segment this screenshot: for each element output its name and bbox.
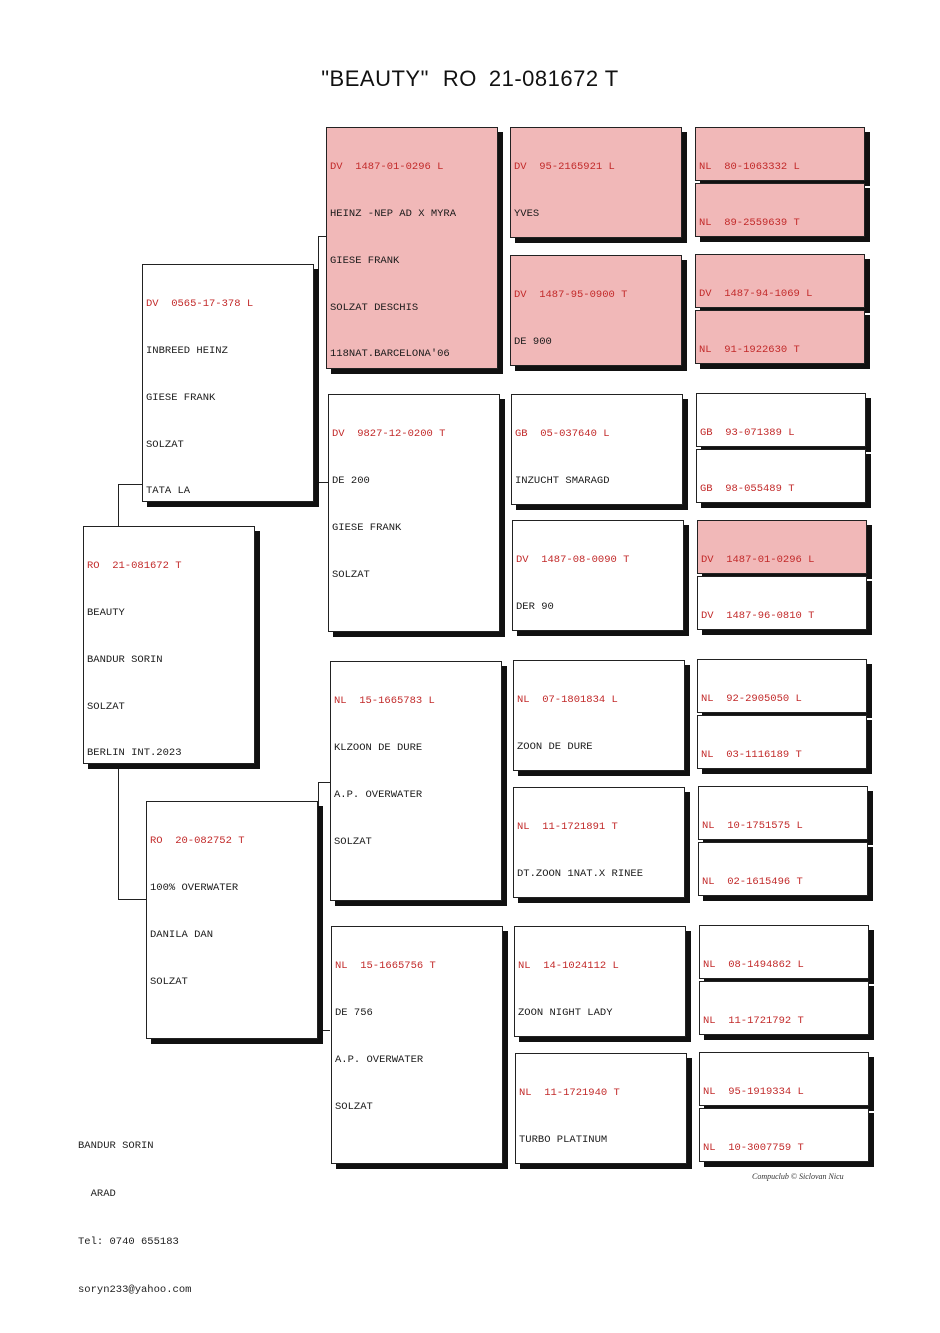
ring-number: NL 92-2905050 L (701, 693, 802, 706)
pedigree-gen4-box (697, 715, 867, 769)
connector-line (318, 236, 319, 482)
connector-line (318, 482, 328, 483)
pedigree-line: SOLZAT (150, 975, 188, 988)
ring-number: NL 89-2559639 T (699, 217, 800, 230)
pedigree-line: SOLZAT (335, 1100, 373, 1113)
pedigree-grandparent-box (328, 394, 500, 632)
ring-number: NL 10-3007759 T (703, 1142, 804, 1155)
pigeon-name: "BEAUTY" (321, 66, 429, 91)
software-credit: Compuclub © Siclovan Nicu (752, 1172, 844, 1181)
ring-number: NL 08-1494862 L (703, 959, 804, 972)
pedigree-gen4-box (699, 1108, 869, 1162)
pedigree-great-grandparent-box (511, 394, 683, 505)
ring-number: DV 95-2165921 L (514, 161, 615, 174)
connector-line (118, 484, 119, 528)
pedigree-line: SOLZAT DESCHIS (330, 301, 419, 314)
ring-number: DV 1487-95-0900 T (514, 289, 628, 302)
pedigree-great-grandparent-box (513, 660, 685, 771)
pedigree-gen4-box (699, 981, 869, 1035)
ring-number: DV 1487-01-0296 L (330, 161, 444, 174)
pedigree-line: SOLZAT (334, 835, 372, 848)
ring-number: DV 0565-17-378 L (146, 298, 254, 311)
ring-number: DV 9827-12-0200 T (332, 428, 446, 441)
ring-number: DV 1487-01-0296 L (701, 554, 815, 567)
pedigree-great-grandparent-box (515, 1053, 687, 1164)
ring-number: NL 07-1801834 L (517, 694, 618, 707)
ring-number: NL 80-1063332 L (699, 161, 800, 174)
pedigree-sire-box (142, 264, 314, 502)
pedigree-gen4-box (695, 127, 865, 181)
pedigree-line: BANDUR SORIN (87, 653, 163, 666)
pedigree-great-grandparent-box (514, 926, 686, 1037)
pedigree-grandparent-box (326, 127, 498, 369)
ring-number: NL 14-1024112 L (518, 960, 619, 973)
pedigree-line: GIESE FRANK (332, 521, 402, 534)
pedigree-gen4-box (697, 659, 867, 713)
owner-contact (78, 1106, 191, 1314)
ring-number: NL 95-1919334 L (703, 1086, 804, 1099)
pedigree-line: INZUCHT SMARAGD (515, 474, 610, 487)
ring-number: RO 20-082752 T (150, 835, 245, 848)
pedigree-gen4-box (698, 786, 868, 840)
pedigree-great-grandparent-box (513, 787, 685, 898)
connector-line (318, 1030, 330, 1031)
pedigree-gen4-box (696, 449, 866, 503)
pedigree-line: GIESE FRANK (146, 391, 216, 404)
pedigree-line: ZOON DE DURE (517, 740, 593, 753)
pedigree-line: 100% OVERWATER (150, 881, 239, 894)
pedigree-great-grandparent-box (512, 520, 684, 631)
owner-city: ARAD (78, 1188, 116, 1200)
pedigree-gen4-box (696, 393, 866, 447)
pigeon-ring: 21-081672 T (488, 66, 619, 91)
ring-number: GB 98-055489 T (700, 483, 795, 496)
page-title (0, 66, 940, 92)
pedigree-line: SOLZAT (332, 568, 370, 581)
pedigree-grandparent-box (330, 661, 502, 901)
pedigree-line: SOLZAT (87, 700, 125, 713)
ring-number: NL 02-1615496 T (702, 876, 803, 889)
ring-number: DV 1487-08-0090 T (516, 554, 630, 567)
pedigree-gen4-box (695, 254, 865, 308)
connector-line (318, 782, 319, 1030)
pedigree-line: 118NAT.BARCELONA'06 (330, 348, 450, 361)
ring-number: GB 93-071389 L (700, 427, 795, 440)
ring-number: NL 10-1751575 L (702, 820, 803, 833)
ring-number: NL 15-1665756 T (335, 960, 436, 973)
pedigree-line: GIESE FRANK (330, 254, 400, 267)
pedigree-line: TATA LA (146, 485, 191, 498)
pedigree-gen4-box (698, 842, 868, 896)
pedigree-line: BEAUTY (87, 606, 125, 619)
pedigree-gen4-box (699, 925, 869, 979)
ring-number: DV 1487-94-1069 L (699, 288, 813, 301)
pedigree-line: DT.ZOON 1NAT.X RINEE (517, 867, 644, 880)
pedigree-line: DE 756 (335, 1006, 373, 1019)
pedigree-line: ZOON NIGHT LADY (518, 1006, 613, 1019)
ring-number: DV 1487-96-0810 T (701, 610, 815, 623)
pedigree-line: DANILA DAN (150, 928, 214, 941)
pigeon-country: RO (442, 66, 477, 91)
pedigree-line: YVES (514, 207, 540, 220)
pedigree-line: DE 200 (332, 474, 370, 487)
connector-line (318, 782, 330, 783)
pedigree-line: TURBO PLATINUM (519, 1133, 608, 1146)
pedigree-line: DE 900 (514, 335, 552, 348)
ring-number: NL 11-1721792 T (703, 1015, 804, 1028)
pedigree-line: BERLIN INT.2023 (87, 747, 182, 760)
owner-phone: Tel: 0740 655183 (78, 1236, 179, 1248)
connector-line (118, 899, 146, 900)
pedigree-line: HEINZ -NEP AD X MYRA (330, 207, 457, 220)
ring-number: RO 21-081672 T (87, 560, 182, 573)
pedigree-line: INBREED HEINZ (146, 344, 228, 357)
pedigree-gen4-box (697, 520, 867, 574)
pedigree-gen4-box (697, 576, 867, 630)
pedigree-gen4-box (695, 183, 865, 237)
pedigree-line: A.P. OVERWATER (334, 788, 423, 801)
owner-name: BANDUR SORIN (78, 1140, 154, 1152)
ring-number: NL 91-1922630 T (699, 344, 800, 357)
pedigree-great-grandparent-box (510, 127, 682, 238)
ring-number: GB 05-037640 L (515, 428, 610, 441)
pedigree-subject-box (83, 526, 255, 764)
pedigree-great-grandparent-box (510, 255, 682, 366)
ring-number: NL 15-1665783 L (334, 695, 435, 708)
owner-email: soryn233@yahoo.com (78, 1284, 192, 1296)
pedigree-line: A.P. OVERWATER (335, 1053, 424, 1066)
pedigree-line: DER 90 (516, 600, 554, 613)
pedigree-dam-box (146, 801, 318, 1039)
connector-line (118, 767, 119, 899)
pedigree-gen4-box (699, 1052, 869, 1106)
ring-number: NL 11-1721940 T (519, 1087, 620, 1100)
ring-number: NL 03-1116189 T (701, 749, 802, 762)
connector-line (118, 484, 142, 485)
pedigree-gen4-box (695, 310, 865, 364)
pedigree-line: SOLZAT (146, 438, 184, 451)
ring-number: NL 11-1721891 T (517, 821, 618, 834)
pedigree-grandparent-box (331, 926, 503, 1164)
pedigree-line: KLZOON DE DURE (334, 741, 423, 754)
